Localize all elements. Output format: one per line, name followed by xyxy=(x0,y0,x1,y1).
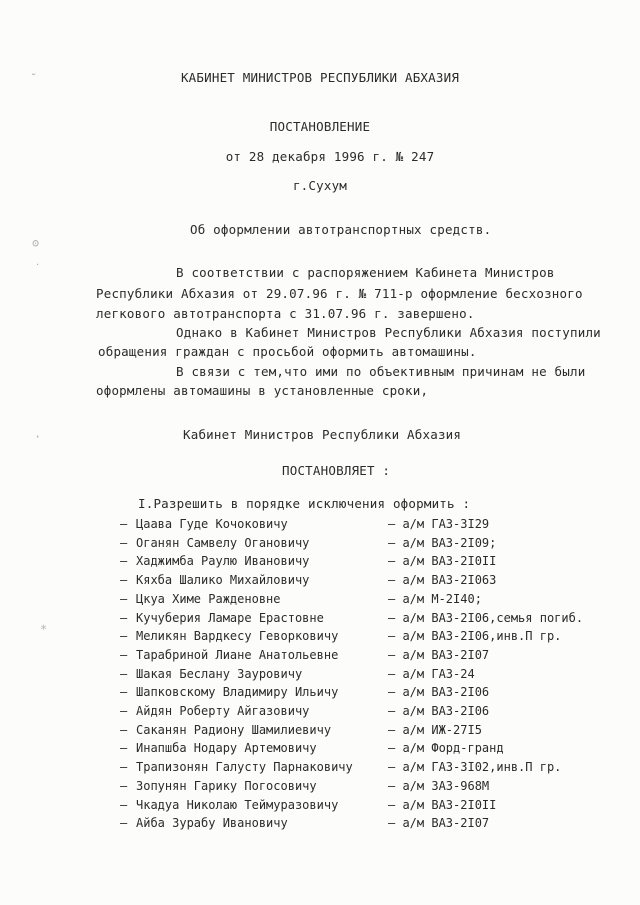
vehicle-model: – а/м ВАЗ-2I063 xyxy=(388,573,497,587)
vehicle-model: – а/м ВАЗ-2I07 xyxy=(388,816,490,830)
list-dash: – xyxy=(120,723,128,737)
city: г.Сухум xyxy=(292,178,348,193)
vehicle-model: – а/м ВАЗ-2I09; xyxy=(388,536,497,550)
vehicle-model: – а/м ВАЗ-2I0II xyxy=(388,798,497,812)
person-name: Шакая Беслану Зауровичу xyxy=(136,667,303,681)
list-dash: – xyxy=(120,536,128,550)
list-dash: – xyxy=(120,704,128,718)
list-dash: – xyxy=(120,760,128,774)
person-name: Кяхба Шалико Михайловичу xyxy=(136,573,310,587)
vehicle-model: – а/м ГАЗ-3I02,инв.П гр. xyxy=(388,760,562,774)
vehicle-model: – а/м ВАЗ-2I06 xyxy=(388,685,490,699)
person-name: Чкадуа Николаю Теймуразовичу xyxy=(136,798,339,812)
person-name: Кучуберия Ламаре Ерастовне xyxy=(136,611,324,625)
list-dash: – xyxy=(120,611,128,625)
date-number: от 28 декабря 1996 г. № 247 xyxy=(225,149,435,164)
person-name: Оганян Самвелу Огановичу xyxy=(136,536,310,550)
cabinet-header: КАБИНЕТ МИНИСТРОВ РЕСПУБЛИКИ АБХАЗИЯ xyxy=(180,70,460,85)
issuer: Кабинет Министров Республики Абхазия xyxy=(183,427,462,442)
person-name: Тарабриной Лиане Анатольевне xyxy=(136,648,339,662)
person-name: Меликян Вардкесу Геворковичу xyxy=(136,629,339,643)
margin-speck: ˘ xyxy=(30,72,38,86)
list-dash: – xyxy=(120,816,128,830)
body-line: Однако в Кабинет Министров Республики Абхазия поступили xyxy=(176,325,601,340)
list-dash: – xyxy=(120,573,128,587)
list-dash: – xyxy=(120,592,128,606)
vehicle-model: – а/м ГАЗ-24 xyxy=(388,667,475,681)
person-name: Цаава Гуде Кочоковичу xyxy=(136,517,288,531)
person-name: Зопунян Гарику Погосовичу xyxy=(136,779,317,793)
list-dash: – xyxy=(120,629,128,643)
vehicle-model: – а/м ГАЗ-3I29 xyxy=(388,517,490,531)
person-name: Саканян Радиону Шамилиевичу xyxy=(136,723,332,737)
vehicle-model: – а/м ИЖ-27I5 xyxy=(388,723,482,737)
margin-speck: ʘ xyxy=(32,236,40,250)
vehicle-model: – а/м ВАЗ-2I06,семья погиб. xyxy=(388,611,584,625)
document-title: Об оформлении автотранспортных средств. xyxy=(190,222,492,237)
resolves-heading: ПОСТАНОВЛЯЕТ : xyxy=(282,463,391,478)
person-name: Трапизонян Галусту Парнаковичу xyxy=(136,760,353,774)
list-dash: – xyxy=(120,741,128,755)
vehicle-model: – а/м ВАЗ-2I07 xyxy=(388,648,490,662)
body-line: оформлены автомашины в установленные сроки, xyxy=(96,383,429,398)
list-dash: – xyxy=(120,667,128,681)
list-dash: – xyxy=(120,779,128,793)
person-name: Айдян Роберту Айгазовичу xyxy=(136,704,310,718)
vehicle-model: – а/м ЗАЗ-968М xyxy=(388,779,490,793)
person-name: Шапковскому Владимиру Ильичу xyxy=(136,685,339,699)
vehicle-model: – а/м Форд-гранд xyxy=(388,741,504,755)
person-name: Айба Зурабу Ивановичу xyxy=(136,816,288,830)
body-line: В соответствии с распоряжением Кабинета Министров xyxy=(176,265,555,280)
person-name: Цкуа Химе Ражденовне xyxy=(136,592,281,606)
body-line: обращения граждан с просьбой оформить автомашины. xyxy=(98,344,477,359)
body-line: Республики Абхазия от 29.07.96 г. № 711-р оформление бесхозного xyxy=(96,286,583,301)
body-line: В связи с тем,что ими по объективным причинам не были xyxy=(176,364,586,379)
list-dash: – xyxy=(120,648,128,662)
document-type: ПОСТАНОВЛЕНИЕ xyxy=(269,119,371,134)
body-line: легкового автотранспорта с 31.07.96 г. завершено. xyxy=(96,306,475,321)
person-name: Хаджимба Раулю Ивановичу xyxy=(136,554,310,568)
list-dash: – xyxy=(120,554,128,568)
margin-speck: ˙ xyxy=(34,262,42,276)
margin-speck: · xyxy=(34,430,42,444)
vehicle-model: – а/м ВАЗ-2I06,инв.П гр. xyxy=(388,629,562,643)
vehicle-model: – а/м ВАЗ-2I06 xyxy=(388,704,490,718)
point-1: I.Разрешить в порядке исключения оформить : xyxy=(138,496,471,511)
list-dash: – xyxy=(120,517,128,531)
vehicle-model: – а/м М-2I40; xyxy=(388,592,482,606)
list-dash: – xyxy=(120,685,128,699)
list-dash: – xyxy=(120,798,128,812)
vehicle-model: – а/м ВАЗ-2I0II xyxy=(388,554,497,568)
person-name: Инапшба Нодару Артемовичу xyxy=(136,741,317,755)
margin-speck: ∗ xyxy=(40,620,48,634)
